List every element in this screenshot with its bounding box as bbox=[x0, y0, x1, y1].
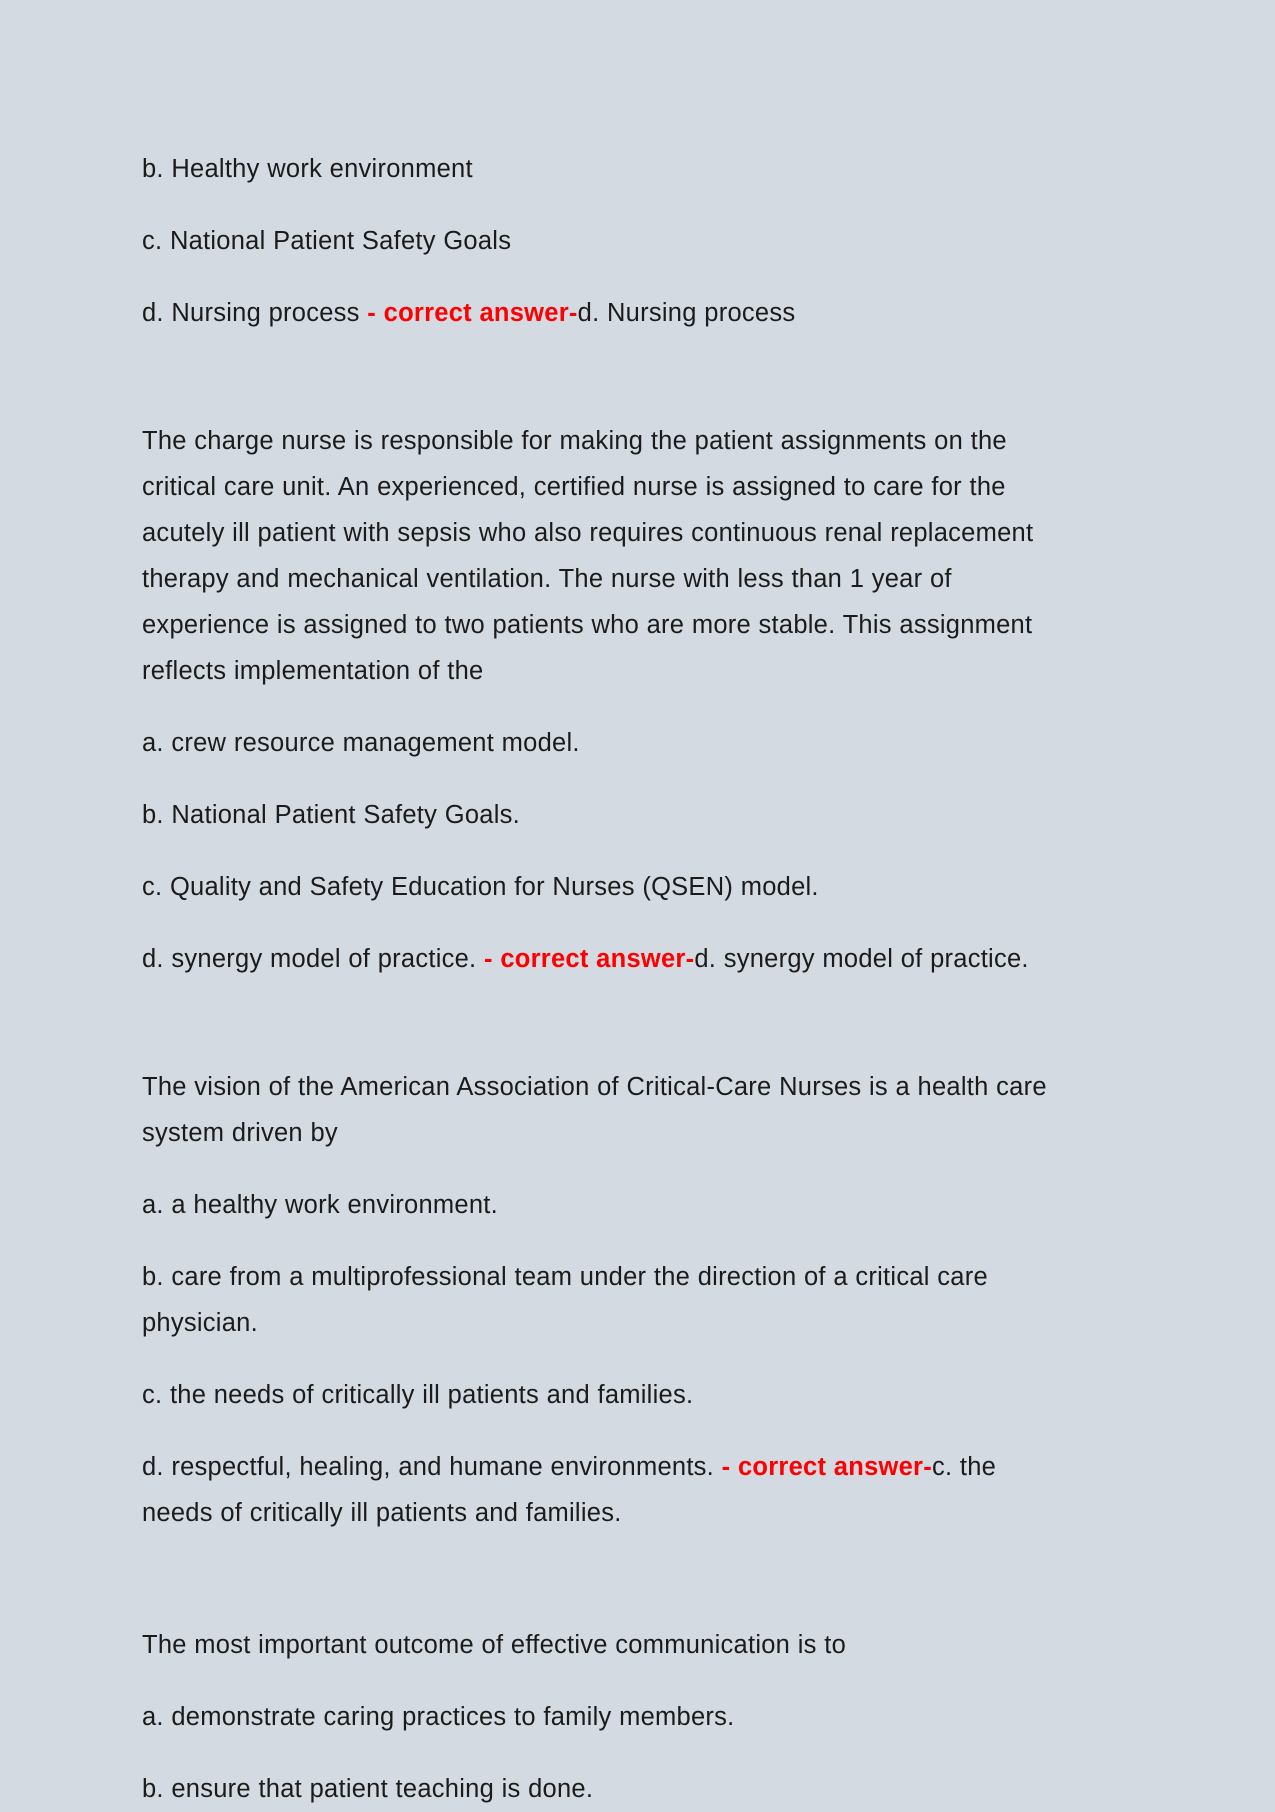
option-item: c. Quality and Safety Education for Nurses (QSEN) model. bbox=[142, 873, 819, 901]
option-item: b. care from a multiprofessional team under the direction of a critical care physician. bbox=[142, 1263, 988, 1337]
question-stem: The vision of the American Association of Critical-Care Nurses is a health care system driven by bbox=[142, 1073, 1047, 1147]
option-item-correct bbox=[142, 936, 1062, 982]
correct-answer-marker: - correct answer- bbox=[484, 945, 695, 973]
option-label-text: d. respectful, healing, and humane environments. bbox=[142, 1453, 722, 1481]
correct-answer-marker: - correct answer- bbox=[721, 1453, 932, 1481]
section-spacer bbox=[142, 362, 1062, 418]
question-stem: The charge nurse is responsible for making the patient assignments on the critical care unit. An experienced, certified nurse is assigned to care for the acutely ill patient with sepsis who also requires continuous renal replacement therapy and mechanical ventilation. The nurse with less than 1 year of experience is assigned to two patients who are more stable. This assignment reflects implementation of the bbox=[142, 427, 1034, 685]
option-item: c. National Patient Safety Goals bbox=[142, 227, 512, 255]
option-item: a. crew resource management model. bbox=[142, 729, 580, 757]
question-stem: The most important outcome of effective communication is to bbox=[142, 1631, 847, 1659]
option-item: b. National Patient Safety Goals. bbox=[142, 801, 520, 829]
correct-answer-marker: - correct answer- bbox=[367, 299, 578, 327]
correct-answer-text: d. synergy model of practice. bbox=[694, 945, 1029, 973]
option-item-correct bbox=[142, 290, 1062, 336]
option-item: b. Healthy work environment bbox=[142, 155, 473, 183]
option-label-text: d. Nursing process bbox=[142, 299, 368, 327]
option-item: a. demonstrate caring practices to family members. bbox=[142, 1703, 735, 1731]
section-spacer bbox=[142, 1562, 1062, 1622]
option-item-correct bbox=[142, 1444, 1062, 1536]
option-item: c. the needs of critically ill patients and families. bbox=[142, 1381, 694, 1409]
section-spacer bbox=[142, 1008, 1062, 1064]
correct-answer-text: d. Nursing process bbox=[577, 299, 796, 327]
option-item: b. ensure that patient teaching is done. bbox=[142, 1775, 594, 1803]
option-label-text: d. synergy model of practice. bbox=[142, 945, 484, 973]
option-item: a. a healthy work environment. bbox=[142, 1191, 498, 1219]
document-body bbox=[142, 146, 1062, 1812]
correct-answer-text: c. the needs of critically ill patients and families. bbox=[142, 1453, 997, 1527]
